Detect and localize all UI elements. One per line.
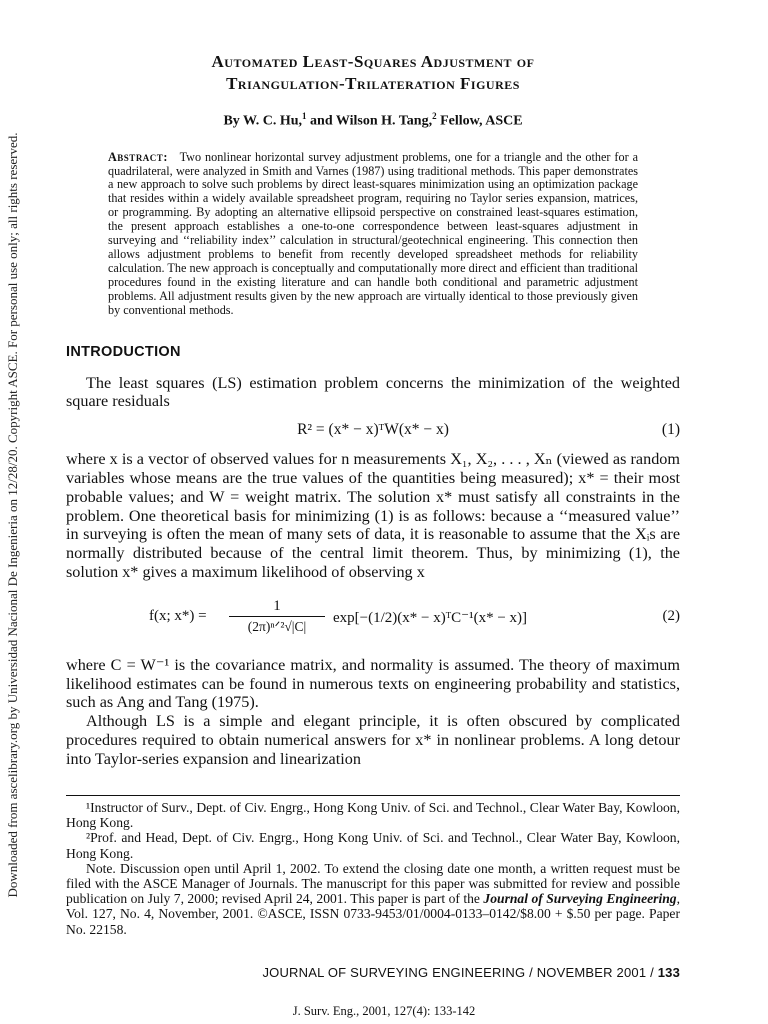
author-1: By W. C. Hu, bbox=[223, 113, 303, 129]
download-watermark bbox=[4, 120, 22, 910]
author-2-footnote-mark: 2 bbox=[432, 111, 437, 121]
running-footer-text: JOURNAL OF SURVEYING ENGINEERING / NOVEMBER 2001 / bbox=[262, 965, 658, 980]
journal-name: Journal of Surveying Engineering bbox=[483, 891, 677, 907]
equation-1 bbox=[66, 420, 680, 440]
footnote-2: ²Prof. and Head, Dept. of Civ. Engrg., Hong Kong Univ. of Sci. and Technol., Clear Water Bay, Kowloon, Hong Kong. bbox=[66, 830, 680, 861]
author-2: and Wilson H. Tang, bbox=[306, 113, 433, 129]
citation-line: J. Surv. Eng., 2001, 127(4): 133-142 bbox=[292, 1004, 476, 1018]
paper-title bbox=[66, 51, 680, 95]
intro-paragraph-3: where C = W⁻¹ is the covariance matrix, and normality is assumed. The theory of maximum likelihood estimates can be found in numerous texts on engineering probability and statistics, such as Ang and Tang (1975). bbox=[66, 655, 680, 712]
equation-2-denominator: (2π)ⁿᐟ²√|C| bbox=[247, 618, 307, 634]
equation-1-body: R² = (x* − x)ᵀW(x* − x) bbox=[297, 421, 449, 439]
equation-2-fraction bbox=[229, 596, 325, 637]
abstract bbox=[108, 151, 638, 318]
author-1-footnote-mark: 1 bbox=[302, 111, 307, 121]
submission-note-text: Note. Discussion open until April 1, 2002. To extend the closing date one month, a written request must be filed with the ASCE Manager of Journals. The manuscript for this paper was submitted for review and possible publication on July 7, 2000; revised April 24, 2001. This paper is part of the bbox=[66, 860, 680, 907]
equation-2-numerator: 1 bbox=[229, 596, 325, 617]
equation-2-number: (2) bbox=[662, 607, 680, 624]
paper-page bbox=[66, 0, 680, 768]
intro-paragraph-4: Although LS is a simple and elegant principle, it is often obscured by complicated procedures required to obtain numerical answers for x* in nonlinear problems. A long detour into Taylor-series expansion and linearization bbox=[66, 712, 680, 768]
title-line-1: Automated Least-Squares Adjustment of bbox=[211, 52, 535, 71]
submission-note-details: , Vol. 127, No. 4, November, 2001. ©ASCE, ISSN 0733-9453/01/0004-0133–0142/$8.00 + $.50 per page. Paper No. 22158. bbox=[66, 891, 680, 937]
intro-paragraph-2: where x is a vector of observed values for n measurements X₁, X₂, . . . , Xₙ (viewed as random variables whose means are the true values of the quantities being measured); x* = their most probable values; and W = weight matrix. The solution x* must satisfy all constraints in the problem. One theoretical basis for minimizing (1) is as follows: because a ‘‘measured value’’ in surveying is often the mean of many sets of data, it is reasonable to assume that the Xᵢs are normally distributed because of the central limit theorem. Thus, by minimizing (1), the solution x* gives a maximum likelihood of observing x bbox=[66, 450, 680, 581]
equation-2-rhs: exp[−(1/2)(x* − x)ᵀC⁻¹(x* − x)] bbox=[333, 609, 528, 626]
download-watermark-text: Downloaded from ascelibrary.org by Universidad Nacional De Ingenieria on 12/28/20. Copyright ASCE. For personal use only; all rights reserved. bbox=[5, 132, 20, 898]
section-heading-introduction: INTRODUCTION bbox=[66, 343, 181, 360]
author-line bbox=[66, 107, 680, 131]
equation-2 bbox=[66, 596, 680, 640]
running-footer bbox=[66, 965, 680, 980]
page-number: 133 bbox=[657, 965, 680, 980]
equation-1-number: (1) bbox=[661, 421, 680, 439]
footnotes bbox=[66, 795, 680, 937]
abstract-label: Abstract: bbox=[108, 149, 168, 164]
submission-note bbox=[66, 861, 680, 937]
equation-2-lhs: f(x; x*) = bbox=[149, 607, 207, 624]
author-2-grade: Fellow, ASCE bbox=[436, 113, 523, 129]
intro-paragraph-1: The least squares (LS) estimation problem concerns the minimization of the weighted square residuals bbox=[66, 373, 680, 411]
footnote-1: ¹Instructor of Surv., Dept. of Civ. Engrg., Hong Kong Univ. of Sci. and Technol., Clear Water Bay, Kowloon, Hong Kong. bbox=[66, 800, 680, 831]
title-line-2: Triangulation-Trilateration Figures bbox=[226, 74, 520, 93]
abstract-text: Two nonlinear horizontal survey adjustment problems, one for a triangle and the other for a quadrilateral, were analyzed in Smith and Varnes (1987) using traditional methods. This paper demonstrates a new approach to solve such problems by direct least-squares minimization using an optimization package that resides within a widely available spreadsheet program, requiring no Taylor series expansion, matrices, or programming. By adopting an alternative ellipsoid perspective on constrained least-squares estimation, the present approach establishes a one-to-one correspondence between least-squares adjustment in surveying and ‘‘reliability index’’ calculation in structural/geotechnical engineering. This connection then allows adjustment problems to benefit from recently developed spreadsheet methods for reliability calculation. The new approach is conceptually and computationally more direct and efficient than traditional procedures found in the existing literature and can handle both conditional and parametric adjustment problems. All adjustment results given by the new approach are virtually identical to those previously given by conventional methods. bbox=[108, 149, 639, 317]
